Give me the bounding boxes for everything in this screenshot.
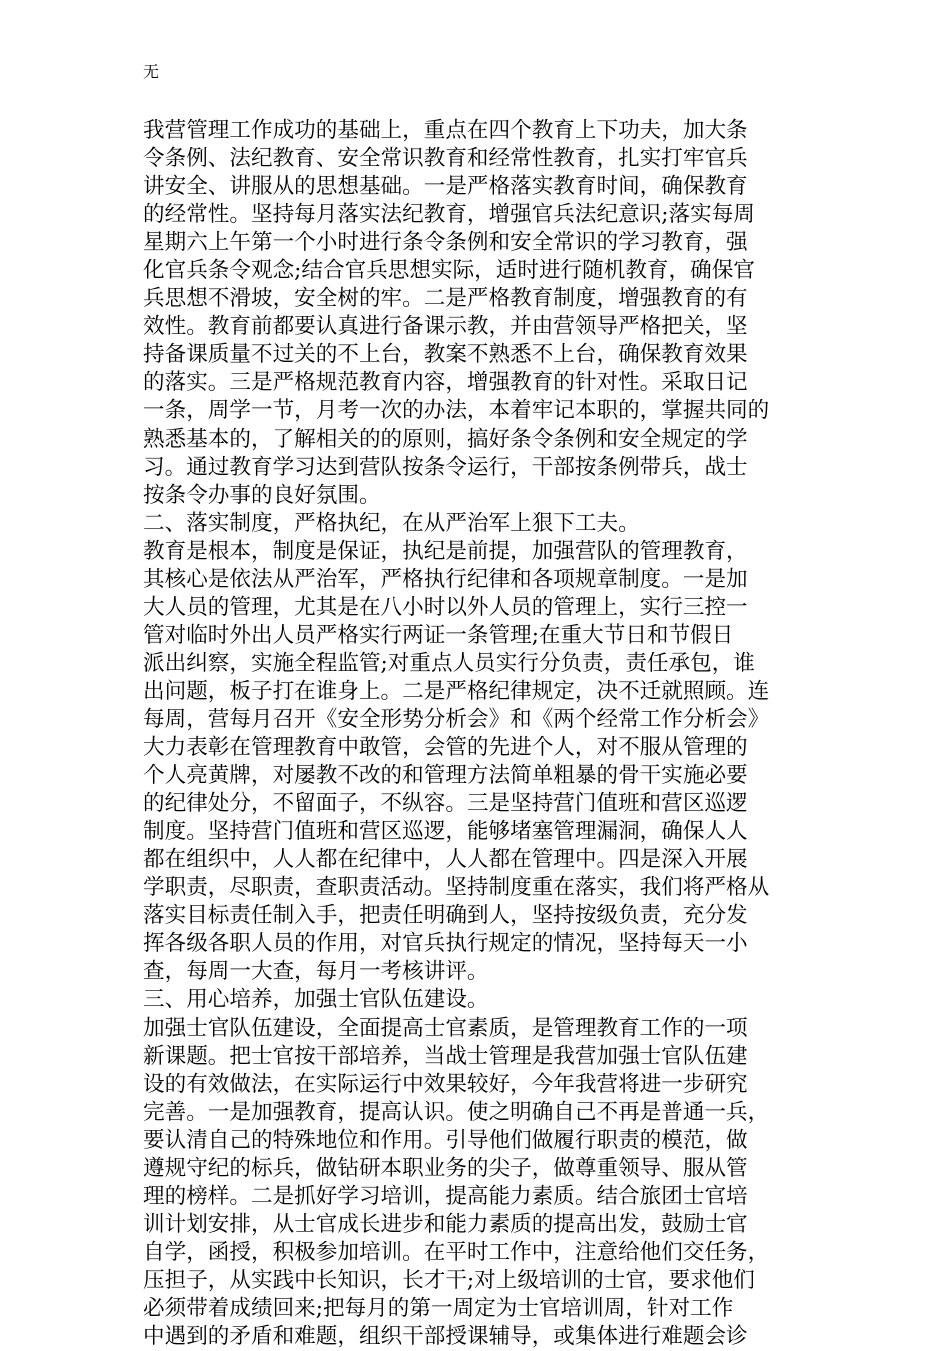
text-line: 派出纠察，实施全程监管;对重点人员实行分负责，责任承包，谁 xyxy=(143,650,755,676)
text-line: 的纪律处分，不留面子，不纵容。三是坚持营门值班和营区巡逻 xyxy=(143,791,748,817)
text-line: 自学，函授，积极参加培训。在平时工作中，注意给他们交任务， xyxy=(143,1239,770,1265)
text-line: 理的榜样。二是抓好学习培训，提高能力素质。结合旅团士官培 xyxy=(143,1183,748,1209)
text-line: 管对临时外出人员严格实行两证一条管理;在重大节日和节假日 xyxy=(143,622,734,648)
text-line: 三、用心培养，加强士官队伍建设。 xyxy=(143,987,489,1013)
text-line: 持备课质量不过关的不上台，教案不熟悉不上台，确保教育效果 xyxy=(143,342,748,368)
text-line: 按条令办事的良好氛围。 xyxy=(143,482,381,508)
text-line: 挥各级各职人员的作用，对官兵执行规定的情况，坚持每天一小 xyxy=(143,931,748,957)
text-line: 训计划安排，从士官成长进步和能力素质的提高出发，鼓励士官 xyxy=(143,1211,748,1237)
text-line: 都在组织中，人人都在纪律中，人人都在管理中。四是深入开展 xyxy=(143,847,748,873)
text-line: 查，每周一大查，每月一考核讲评。 xyxy=(143,959,489,985)
text-line: 完善。一是加强教育，提高认识。使之明确自己不再是普通一兵， xyxy=(143,1099,770,1125)
page-header: 无 xyxy=(143,62,160,81)
text-line: 遵规守纪的标兵，做钻研本职业务的尖子，做尊重领导、服从管 xyxy=(143,1155,748,1181)
body-text xyxy=(143,117,813,1351)
text-line: 个人亮黄牌，对屡教不改的和管理方法简单粗暴的骨干实施必要 xyxy=(143,763,748,789)
text-line: 要认清自己的特殊地位和作用。引导他们做履行职责的模范，做 xyxy=(143,1127,748,1153)
text-line: 其核心是依法从严治军，严格执行纪律和各项规章制度。一是加 xyxy=(143,566,748,592)
text-line: 加强士官队伍建设，全面提高士官素质，是管理教育工作的一项 xyxy=(143,1015,748,1041)
text-line: 效性。教育前都要认真进行备课示教，并由营领导严格把关，坚 xyxy=(143,314,748,340)
text-line: 熟悉基本的，了解相关的的原则，搞好条令条例和安全规定的学 xyxy=(143,426,748,452)
text-line: 化官兵条令观念;结合官兵思想实际，适时进行随机教育，确保官 xyxy=(143,258,755,284)
text-line: 压担子，从实践中长知识，长才干;对上级培训的士官，要求他们 xyxy=(143,1267,755,1293)
text-line: 每周，营每月召开《安全形势分析会》和《两个经常工作分析会》 xyxy=(143,706,770,732)
text-line: 设的有效做法，在实际运行中效果较好，今年我营将进一步研究 xyxy=(143,1071,748,1097)
text-line: 讲安全、讲服从的思想基础。一是严格落实教育时间，确保教育 xyxy=(143,174,748,200)
text-line: 一条，周学一节，月考一次的办法，本着牢记本职的，掌握共同的 xyxy=(143,398,770,424)
text-line: 落实目标责任制入手，把责任明确到人，坚持按级负责，充分发 xyxy=(143,903,748,929)
text-line: 制度。坚持营门值班和营区巡逻，能够堵塞管理漏洞，确保人人 xyxy=(143,819,748,845)
text-line: 大人员的管理，尤其是在八小时以外人员的管理上，实行三控一 xyxy=(143,594,748,620)
text-line: 出问题，板子打在谁身上。二是严格纪律规定，决不迁就照顾。连 xyxy=(143,678,770,704)
text-line: 学职责，尽职责，查职责活动。坚持制度重在落实，我们将严格从 xyxy=(143,875,770,901)
text-line: 令条例、法纪教育、安全常识教育和经常性教育，扎实打牢官兵 xyxy=(143,146,748,172)
text-line: 的落实。三是严格规范教育内容，增强教育的针对性。采取日记 xyxy=(143,370,748,396)
text-line: 教育是根本，制度是保证，执纪是前提，加强营队的管理教育， xyxy=(143,538,748,564)
text-line: 大力表彰在管理教育中敢管，会管的先进个人，对不服从管理的 xyxy=(143,735,748,761)
text-line: 兵思想不滑坡，安全树的牢。二是严格教育制度，增强教育的有 xyxy=(143,286,748,312)
text-line: 新课题。把士官按干部培养，当战士管理是我营加强士官队伍建 xyxy=(143,1043,748,1069)
text-line: 中遇到的矛盾和难题，组织干部授课辅导，或集体进行难题会诊 xyxy=(143,1324,748,1350)
text-line: 的经常性。坚持每月落实法纪教育，增强官兵法纪意识;落实每周 xyxy=(143,202,755,228)
text-line: 必须带着成绩回来;把每月的第一周定为士官培训周，针对工作 xyxy=(143,1295,734,1321)
text-line: 星期六上午第一个小时进行条令条例和安全常识的学习教育，强 xyxy=(143,230,748,256)
text-line: 我营管理工作成功的基础上，重点在四个教育上下功夫，加大条 xyxy=(143,118,748,143)
text-line: 二、落实制度，严格执纪，在从严治军上狠下工夫。 xyxy=(143,510,640,536)
text-line: 习。通过教育学习达到营队按条令运行，干部按条例带兵，战士 xyxy=(143,454,748,480)
